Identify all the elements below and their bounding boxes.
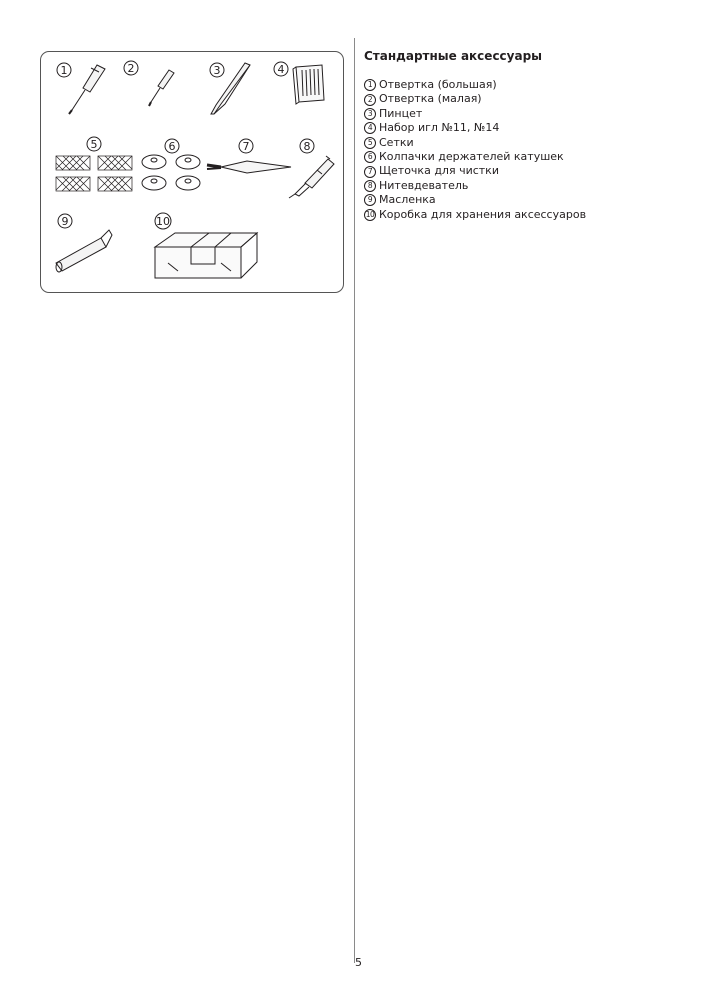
accessories-drawing <box>41 52 345 294</box>
list-item <box>364 78 586 92</box>
item-number: 9 <box>364 194 376 206</box>
item-label: Набор игл №11, №14 <box>379 121 500 135</box>
list-item <box>364 121 586 135</box>
nets-icon <box>56 156 132 191</box>
small-screwdriver-icon <box>149 70 174 106</box>
page-number: 5 <box>355 956 362 969</box>
column-divider <box>354 38 355 963</box>
item-label: Нитевдеватель <box>379 178 469 192</box>
svg-text:7: 7 <box>242 140 250 153</box>
item-label: Щеточка для чистки <box>379 164 499 178</box>
item-number: 10 <box>365 209 375 219</box>
spool-caps-icon <box>142 155 200 190</box>
item-number: 2 <box>364 94 376 106</box>
item-label: Коробка для хранения аксессуаров <box>379 207 587 221</box>
accessories-list <box>364 78 586 222</box>
large-screwdriver-icon <box>69 65 105 114</box>
svg-text:4: 4 <box>277 63 285 76</box>
svg-text:3: 3 <box>213 64 221 77</box>
storage-box-icon <box>155 233 257 278</box>
item-number: 8 <box>364 180 376 192</box>
list-item <box>364 150 586 164</box>
item-label: Колпачки держателей катушек <box>379 149 564 163</box>
svg-text:1: 1 <box>60 64 68 77</box>
needle-pack-icon <box>293 65 324 104</box>
svg-text:2: 2 <box>127 62 135 75</box>
item-label: Масленка <box>379 193 436 207</box>
list-item <box>364 164 586 178</box>
svg-text:10: 10 <box>156 215 170 228</box>
svg-text:8: 8 <box>303 140 311 153</box>
item-number: 3 <box>364 108 376 120</box>
section-heading: Стандартные аксессуары <box>364 49 543 63</box>
list-item <box>364 208 586 222</box>
item-label: Сетки <box>379 135 414 149</box>
item-label: Отвертка (большая) <box>379 78 497 91</box>
accessories-illustration <box>40 51 344 293</box>
lint-brush-icon <box>207 161 291 173</box>
item-number: 4 <box>364 122 376 134</box>
item-number: 6 <box>364 151 376 163</box>
item-number: 1 <box>364 79 376 91</box>
svg-text:5: 5 <box>90 138 98 151</box>
needle-threader-icon <box>289 156 334 198</box>
svg-text:6: 6 <box>168 140 176 153</box>
list-item <box>364 179 586 193</box>
item-label: Пинцет <box>379 106 423 120</box>
svg-text:9: 9 <box>61 215 69 228</box>
list-item <box>364 92 586 106</box>
item-label: Отвертка (малая) <box>379 92 482 106</box>
oiler-icon <box>56 230 112 272</box>
list-item <box>364 193 586 207</box>
list-item <box>364 107 586 121</box>
list-item <box>364 136 586 150</box>
item-number: 5 <box>364 137 376 149</box>
item-number: 7 <box>364 166 376 178</box>
